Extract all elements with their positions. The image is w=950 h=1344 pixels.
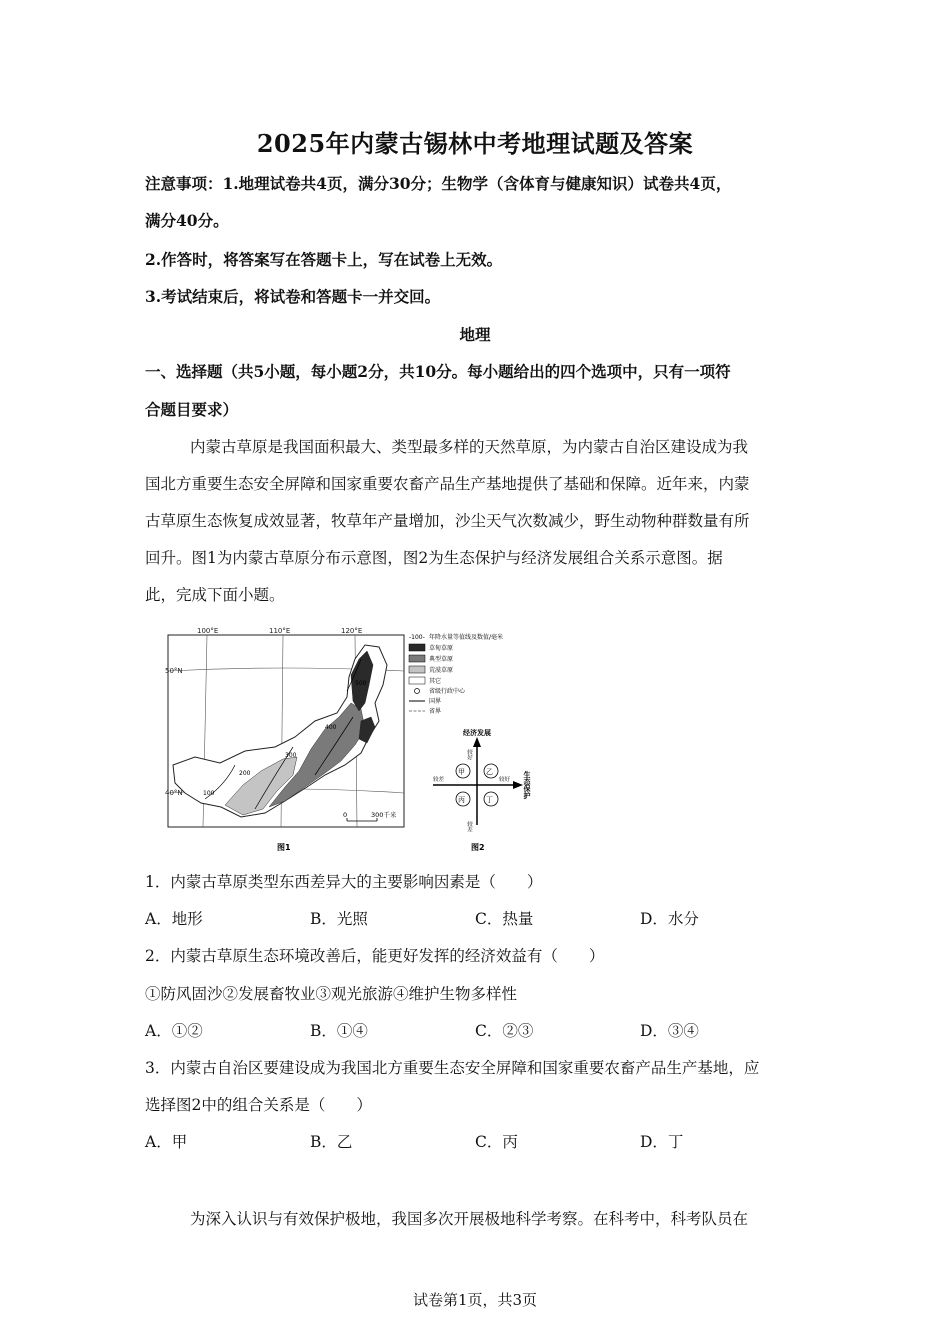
- x-axis-label: 生态保护: [523, 771, 531, 799]
- lon-label-2: 110°E: [269, 627, 291, 635]
- y-axis-label: 经济发展: [463, 729, 491, 737]
- contour-200: 200: [239, 770, 251, 777]
- lat-label-2: 40°N: [165, 789, 183, 797]
- legend-provincial-border: 省界: [429, 708, 442, 715]
- q1-option-d: D．水分: [640, 910, 699, 928]
- page-footer: 试卷第1页，共3页: [412, 1291, 538, 1309]
- figure-2-caption: 图2: [471, 843, 485, 852]
- q3-stem-2: 选择图2中的组合关系是（ ）: [145, 1096, 372, 1114]
- q3-option-b: B．乙: [310, 1133, 353, 1151]
- map-legend: [409, 633, 503, 715]
- legend-meadow: 草甸草原: [429, 645, 454, 652]
- passage1-line-4: 回升。图1为内蒙古草原分布示意图，图2为生态保护与经济发展组合关系示意图。据: [145, 549, 723, 567]
- lon-label-1: 100°E: [197, 627, 219, 635]
- svg-text:丁: 丁: [486, 796, 493, 804]
- contour-500: 500: [355, 680, 367, 687]
- notes-line-3: 2.作答时，将答案写在答题卡上，写在试卷上无效。: [145, 250, 503, 269]
- passage1-line-2: 国北方重要生态安全屏障和国家重要农畜产品生产基地提供了基础和保障。近年来，内蒙: [145, 475, 750, 493]
- q1-option-b: B．光照: [310, 910, 368, 928]
- figure-1-caption: 图1: [277, 843, 291, 852]
- passage1-line-3: 古草原生态恢复成效显著，牧草年产量增加，沙尘天气次数减少，野生动物种群数量有所: [145, 512, 750, 530]
- good-right: 较好: [499, 777, 511, 783]
- legend-other: 其它: [429, 678, 442, 685]
- q3-option-c: C．丙: [475, 1133, 518, 1151]
- contour-100: 100: [203, 790, 215, 797]
- legend-prefix: -100-: [409, 634, 425, 641]
- lat-label-1: 50°N: [165, 667, 183, 675]
- scale-label: 300千米: [371, 811, 397, 819]
- legend-contour: 年降水量等值线及数值/毫米: [429, 634, 504, 641]
- q2-sub: ①防风固沙②发展畜牧业③观光旅游④维护生物多样性: [145, 985, 518, 1003]
- poor-bottom: 较差: [466, 821, 472, 832]
- lon-label-3: 120°E: [341, 627, 363, 635]
- q3-option-a: A．甲: [145, 1133, 188, 1151]
- q3-stem-1: 3．内蒙古自治区要建设成为我国北方重要生态安全屏障和国家重要农畜产品生产基地，应: [145, 1059, 760, 1077]
- contour-400: 400: [325, 724, 337, 731]
- q2-option-b: B．①④: [310, 1022, 368, 1040]
- good-top: 较好: [466, 749, 472, 760]
- q2-option-a: A．①②: [145, 1022, 203, 1040]
- legend-capital: 省级行政中心: [429, 688, 466, 695]
- svg-text:甲: 甲: [458, 768, 465, 776]
- q1-option-c: C．热量: [475, 910, 534, 928]
- figure-2-diagram: [433, 728, 531, 852]
- passage2-line-1: 为深入认识与有效保护极地，我国多次开展极地科学考察。在科考中，科考队员在: [190, 1210, 749, 1228]
- figure-1-and-2: [165, 625, 545, 860]
- part1-heading-1: 一、选择题（共5小题，每小题2分，共10分。每小题给出的四个选项中，只有一项符: [145, 362, 731, 381]
- section-title: 地理: [459, 325, 491, 344]
- scale-zero: 0: [343, 811, 348, 819]
- svg-text:丙: 丙: [458, 796, 465, 804]
- page-title: 2025年内蒙古锡林中考地理试题及答案: [256, 129, 694, 158]
- passage1-line-5: 此，完成下面小题。: [145, 586, 285, 604]
- q1-stem: 1．内蒙古草原类型东西差异大的主要影响因素是（ ）: [145, 873, 543, 891]
- notes-line-1: 注意事项：1.地理试卷共4页，满分30分；生物学（含体育与健康知识）试卷共4页，: [145, 174, 732, 193]
- passage1-line-1: 内蒙古草原是我国面积最大、类型最多样的天然草原，为内蒙古自治区建设成为我: [190, 438, 749, 456]
- legend-desert: 荒漠草原: [429, 667, 454, 674]
- q1-option-a: A．地形: [145, 910, 203, 928]
- notes-line-2: 满分40分。: [145, 211, 229, 230]
- q2-option-d: D．③④: [640, 1022, 699, 1040]
- q2-option-c: C．②③: [475, 1022, 534, 1040]
- poor-left: 较差: [433, 777, 445, 783]
- q3-option-d: D．丁: [640, 1133, 684, 1151]
- svg-text:乙: 乙: [486, 768, 493, 776]
- part1-heading-2: 合题目要求）: [145, 400, 239, 419]
- q2-stem: 2．内蒙古草原生态环境改善后，能更好发挥的经济效益有（ ）: [145, 947, 605, 965]
- legend-typical: 典型草原: [429, 656, 454, 663]
- legend-national-border: 国界: [429, 698, 442, 705]
- contour-300: 300: [285, 752, 297, 759]
- notes-line-4: 3.考试结束后，将试卷和答题卡一并交回。: [145, 287, 441, 306]
